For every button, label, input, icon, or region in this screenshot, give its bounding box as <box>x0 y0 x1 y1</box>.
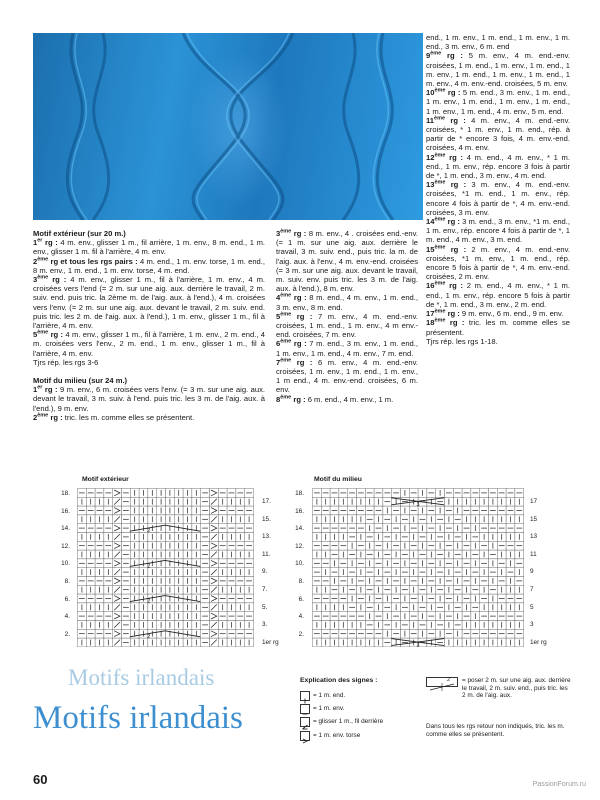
twist-symbol-icon <box>300 731 310 741</box>
row-number: 10. <box>295 560 304 568</box>
row-instruction: 1er rg : 9 m. env., 6 m. croisées vers l'env. (= 3 m. sur une aig. aux. devant le travail, 3 m. suiv. à l'end. puis tric. les 3 m. de l'aig. aux. à l'end.), 9 m. env. <box>33 384 265 413</box>
row-instruction: 8ème rg : 6 m. end., 4 m. env., 1 m. <box>276 394 394 404</box>
row-number: 4. <box>64 613 70 621</box>
row-number: 17 <box>530 498 538 505</box>
row-number: 1er rg <box>530 638 547 646</box>
chart-grid-middle <box>312 488 524 647</box>
row-number: 2. <box>64 630 70 638</box>
text-column-1 <box>33 229 265 422</box>
row-number: 15 <box>530 515 538 523</box>
knit-sample-photo <box>33 33 423 220</box>
row-instruction: 5ème rg : 4 m. env., glisser 1 m., fil à l'arrière, 1 m. env., 2 m. end., 4 m. croisées vers l'env., 2 m. end., 1 m. env., glisser 1 m., fil à l'arrière, 4 m. env. <box>33 329 265 358</box>
legend-title: Explication des signes : <box>300 677 378 684</box>
row-instruction: 16ème rg : 2 m. end., 4 m. env., * 1 m. end., 1 m. env., rép. encore 5 fois à partir de *, 1 m. end., 3 m. env., 2 m. end. <box>426 280 570 309</box>
slip-symbol-icon <box>300 717 310 727</box>
row-number: 18. <box>295 490 304 497</box>
legend-knit: = 1 m. end. <box>313 692 346 699</box>
row-instruction: 15ème rg : 2 m. env., 4 m. end.-env. croisées, *1 m. env., 1 m. end., rép. encore 5 fois à partir de *, 4 m. env.-end. croisées, 2 m. env. <box>426 244 570 282</box>
cable-number: 2 <box>147 633 151 640</box>
row-number: 18. <box>61 490 70 497</box>
row-number: 11 <box>530 550 537 558</box>
row-number: 12. <box>295 542 304 550</box>
chart-title-exterior: Motif extérieur <box>82 476 129 483</box>
legend-note: Dans tous les rgs retour non indiqués, tric. les m. comme elles se présentent. <box>426 723 565 738</box>
row-instruction: 13ème rg : 3 m. env., 4 m. end.-env. croisées, *1 m. end., 1 m. env., rép. encore 4 fois à partir de *, 4 m. env.-end. croisées, 3 m. env. <box>426 179 570 217</box>
row-number: 11. <box>262 550 271 558</box>
motif-title: Motif du milieu (sur 24 m.) <box>33 376 128 386</box>
row-number: 13. <box>262 533 271 541</box>
section-heading-light: Motifs irlandais <box>68 665 215 690</box>
row-number: 6. <box>64 595 70 603</box>
row-instruction: 1er rg : 4 m. env., glisser 1 m., fil arrière, 1 m. env., 8 m. end., 1 m. env., glisser 1 m. fil à l'arrière, 4 m. env. <box>33 237 266 257</box>
row-instruction: 3ème rg : 4 m. env., glisser 1 m., fil à l'arrière, 1 m. env., 4 m. croisées vers l'end (= 2 m. sur une aig. aux. derrière le travail, 2 m. suiv. end. puis tric. la 2ème m. de l'aig. aux. à l'end.), 4 m. croisées vers l'env. (= 2 m. sur une aig. aux. devant le travail, 2 m. suiv. end. puis tric. les 2 m. de l'aig. aux. à l'end.), 1 m. env., glisser 1 m., fil à l'arrière, 4 m. env. <box>33 274 266 331</box>
row-instruction: 7ème rg : 6 m. env., 4 m. end.-env. croisées, 1 m. env., 1 m. end., 1 m. env., 1 m end., 4 m. env.-end. croisées, 6 m. env. <box>276 357 419 395</box>
row-number: 7. <box>262 586 268 593</box>
row-instruction: 18ème rg : tric. les m. comme elles se présentent. <box>426 317 570 337</box>
row-number: 4. <box>298 613 304 621</box>
row-instruction: 17ème rg : 9 m. env., 6 m. end., 9 m. env. <box>426 308 564 319</box>
text-column-3 <box>426 33 570 346</box>
purl-symbol-icon <box>300 704 310 714</box>
row-instruction: 10ème rg : 5 m. end., 3 m. env., 1 m. end., 1 m. env., 1 m. end., 1 m. env., 1 m. end., 1 m. env., 1 m. end., 4 m. env., 5 m. end. <box>426 87 570 116</box>
row-number: 9 <box>530 568 534 576</box>
row-number: 5 <box>530 603 534 611</box>
instruction-text: end., 1 m. env., 1 m. end., 1 m. env., 1 m. end., 3 m. env., 6 m. end <box>426 33 570 52</box>
row-number: 14. <box>295 525 304 533</box>
row-number: 6. <box>298 595 304 603</box>
legend-cable-cross: = poser 2 m. sur une aig. aux. derrière le travail, 2 m. suiv. end., puis tric. les 2 m. de l'aig. aux. <box>462 677 571 699</box>
row-instruction: 14ème rg : 3 m. end., 3 m. env., *1 m. end., 1 m. env., rép. encore 4 fois à partir de *, 1 m. end., 4 m. env., 3 m. end. <box>426 216 571 245</box>
cable-number: 2 <box>147 598 151 605</box>
row-number: 1er rg <box>262 638 279 646</box>
row-number: 5. <box>262 603 268 611</box>
row-number: 3 <box>530 621 534 629</box>
instruction-text: Tjrs rép. les rgs 1-18. <box>426 336 498 346</box>
legend-twist: = 1 m. env. torse <box>313 732 361 739</box>
row-instruction: 2ème rg et tous les rgs pairs : 4 m. end., 1 m. env. torse, 1 m. end., 8 m. env., 1 m. end., 1 m. env. torse, 4 m. end. <box>33 256 266 275</box>
page-number: 60 <box>33 772 48 787</box>
cable-cross-symbol-icon <box>426 677 458 687</box>
row-number: 9. <box>262 568 268 576</box>
row-instruction: 2ème rg : tric. les m. comme elles se présentent. <box>33 412 195 422</box>
instruction-text: Tjrs rép. les rgs 3-6 <box>33 357 99 367</box>
row-instruction: 11ème rg : 4 m. env., 4 m. end.-env. croisées, * 1 m. env., 1 m. end., rép. à partir de * encore 3 fois, 4 m. env.-end. croisées, 4 m. env. <box>426 115 570 153</box>
row-number: 14. <box>61 525 70 533</box>
section-heading: Motifs irlandais <box>33 700 243 736</box>
cable-cross-number: 2 <box>447 677 451 683</box>
knit-symbol-icon <box>300 691 310 701</box>
row-number: 16. <box>295 507 304 515</box>
row-number: 3. <box>262 621 268 629</box>
row-instruction: 5ème rg : 7 m. env., 4 m. end.-env. croisées, 1 m. end., 1 m. env., 4 m env.-end. croisées, 7 m. env. <box>276 311 419 340</box>
row-number: 8. <box>64 578 70 585</box>
row-instruction: 4ème rg : 8 m. end., 4 m. env., 1 m. end., 3 m. env., 8 m. end. <box>276 292 418 312</box>
cable-number: 2 <box>147 563 151 570</box>
row-instruction: 6ème rg : 7 m. end., 3 m. env., 1 m. end., 1 m. env., 1 m. end., 4 m. env., 7 m. end. <box>276 338 418 358</box>
row-number: 12. <box>61 542 70 550</box>
row-instruction: 12ème rg : 4 m. end., 4 m. env., * 1 m. end., 1 m. env., rép. encore 3 fois à partir de *, 1 m. end., 3 m. env., 4 m. end. <box>426 152 570 181</box>
row-instruction: 3ème rg : 8 m. env., 4 . croisées end.-env. (= 1 m. sur une aig. aux. derrière le travail, 3 m. suiv. end., puis tric. la m. de l'aig. aux. à l'env., 4 m. env.-end. croisées (= 3 m. sur une aig. aux. devant le travail, m. suiv. env. puis tric. les 3 m. de l'aig. aux. à l'end.), 8 m. env. <box>276 228 418 294</box>
text-column-2 <box>276 229 418 404</box>
chart-grid-exterior <box>77 488 254 647</box>
row-number: 13 <box>530 533 538 541</box>
row-number: 7 <box>530 586 534 593</box>
chart-title-middle: Motif du milieu <box>314 476 362 483</box>
row-number: 16. <box>61 507 70 515</box>
row-number: 15. <box>262 515 271 523</box>
row-number: 10. <box>61 560 70 568</box>
watermark: PassionForum.ru <box>532 781 586 788</box>
row-number: 8. <box>298 578 304 585</box>
legend-purl: = 1 m. env. <box>313 705 345 712</box>
legend-slip: = glisser 1 m., fil derrière <box>313 718 384 725</box>
cable-number: 3 <box>416 501 420 508</box>
cable-number: 3 <box>416 642 420 648</box>
row-number: 17. <box>262 498 271 505</box>
motif-title: Motif extérieur (sur 20 m.) <box>33 229 126 238</box>
row-instruction: 9ème rg : 5 m. env., 4 m. end.-env. croisées, 1 m. end., 1 m. env., 1 m. end., 1 m. env., 1 m. end., 1 m. env., 1 m. end., 1 m. env., 4 m. env.-end. croisées, 5 m. env. <box>426 50 571 89</box>
cable-number: 2 <box>147 528 151 535</box>
row-number: 2. <box>298 630 304 638</box>
